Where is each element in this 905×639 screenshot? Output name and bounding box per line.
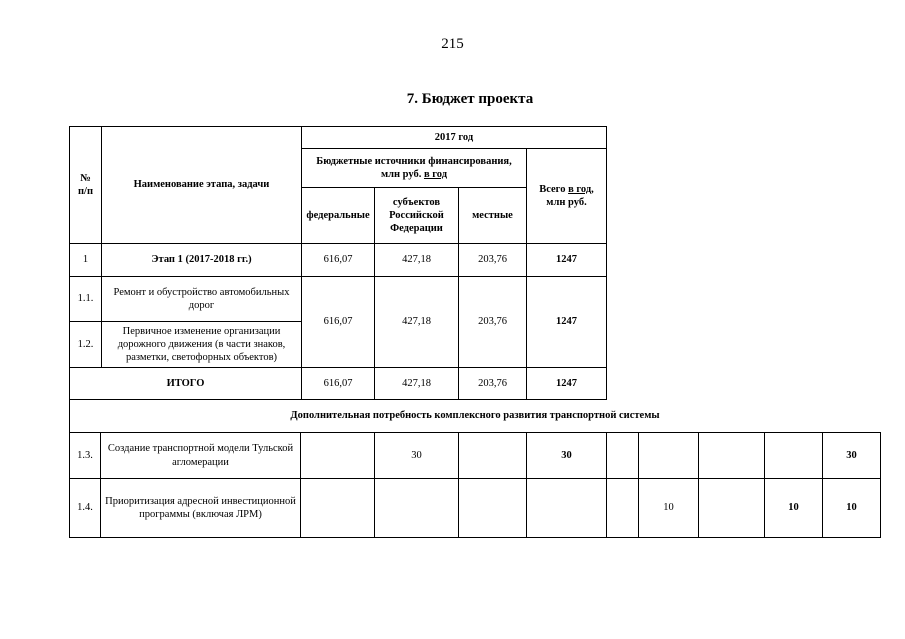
table-cell: 1247 xyxy=(556,254,577,266)
table-cell: 10 xyxy=(788,502,799,514)
table-cell: 427,18 xyxy=(402,316,431,328)
table-cell: 616,07 xyxy=(323,377,353,389)
table-cell: Первичное изменение организации дорожного движения (в части знаков, разметки, светофорных объектов) xyxy=(117,325,286,364)
table-cell: 203,76 xyxy=(478,377,507,389)
table-cell: Приоритизация адресной инвестиционной программы (включая ЛРМ) xyxy=(105,495,296,520)
header-num: № п/п xyxy=(77,172,94,197)
table-cell: 203,76 xyxy=(478,254,507,266)
table-cell: 203,76 xyxy=(478,316,507,328)
table-cell: 1 xyxy=(82,254,89,266)
header-budget-sources: Бюджетные источники финансирования, млн руб. в год xyxy=(316,155,512,180)
header-year: 2017 год xyxy=(434,131,474,143)
table-cell: Этап 1 (2017-2018 гг.) xyxy=(151,254,252,266)
table-cell: 427,18 xyxy=(402,377,431,389)
table-cell: 30 xyxy=(411,449,422,461)
table-cell: 616,07 xyxy=(323,254,353,266)
header-name: Наименование этапа, задачи xyxy=(133,179,270,191)
additional-header: Дополнительная потребность комплексного развития транспортной системы xyxy=(290,410,660,422)
table-cell: 1247 xyxy=(556,377,577,389)
header-total: Всего в год, млн руб. xyxy=(539,183,594,208)
itogo-label: ИТОГО xyxy=(166,377,205,389)
table-cell: 30 xyxy=(561,449,572,461)
table-cell: 616,07 xyxy=(323,316,353,328)
table-cell: 1.3. xyxy=(77,449,93,461)
section-title: 7. Бюджет проекта xyxy=(406,91,534,107)
table-cell: 30 xyxy=(846,449,857,461)
table-cell: 10 xyxy=(663,502,674,514)
page-number: 215 xyxy=(441,36,464,52)
table-cell: Создание транспортной модели Тульской агломерации xyxy=(107,443,294,468)
header-local: местные xyxy=(472,209,513,221)
table-cell: 1247 xyxy=(556,316,577,328)
table-cell: Ремонт и обустройство автомобильных дорог xyxy=(113,286,290,311)
header-federal: федеральные xyxy=(306,209,370,221)
table-cell: 10 xyxy=(846,502,857,514)
table-cell: 1.2. xyxy=(77,338,94,350)
table-cell: 1.4. xyxy=(77,502,93,514)
table-cell: 1.1. xyxy=(77,293,94,305)
table-cell: 427,18 xyxy=(402,254,431,266)
header-subjects: субъектов Российской Федерации xyxy=(389,196,444,235)
